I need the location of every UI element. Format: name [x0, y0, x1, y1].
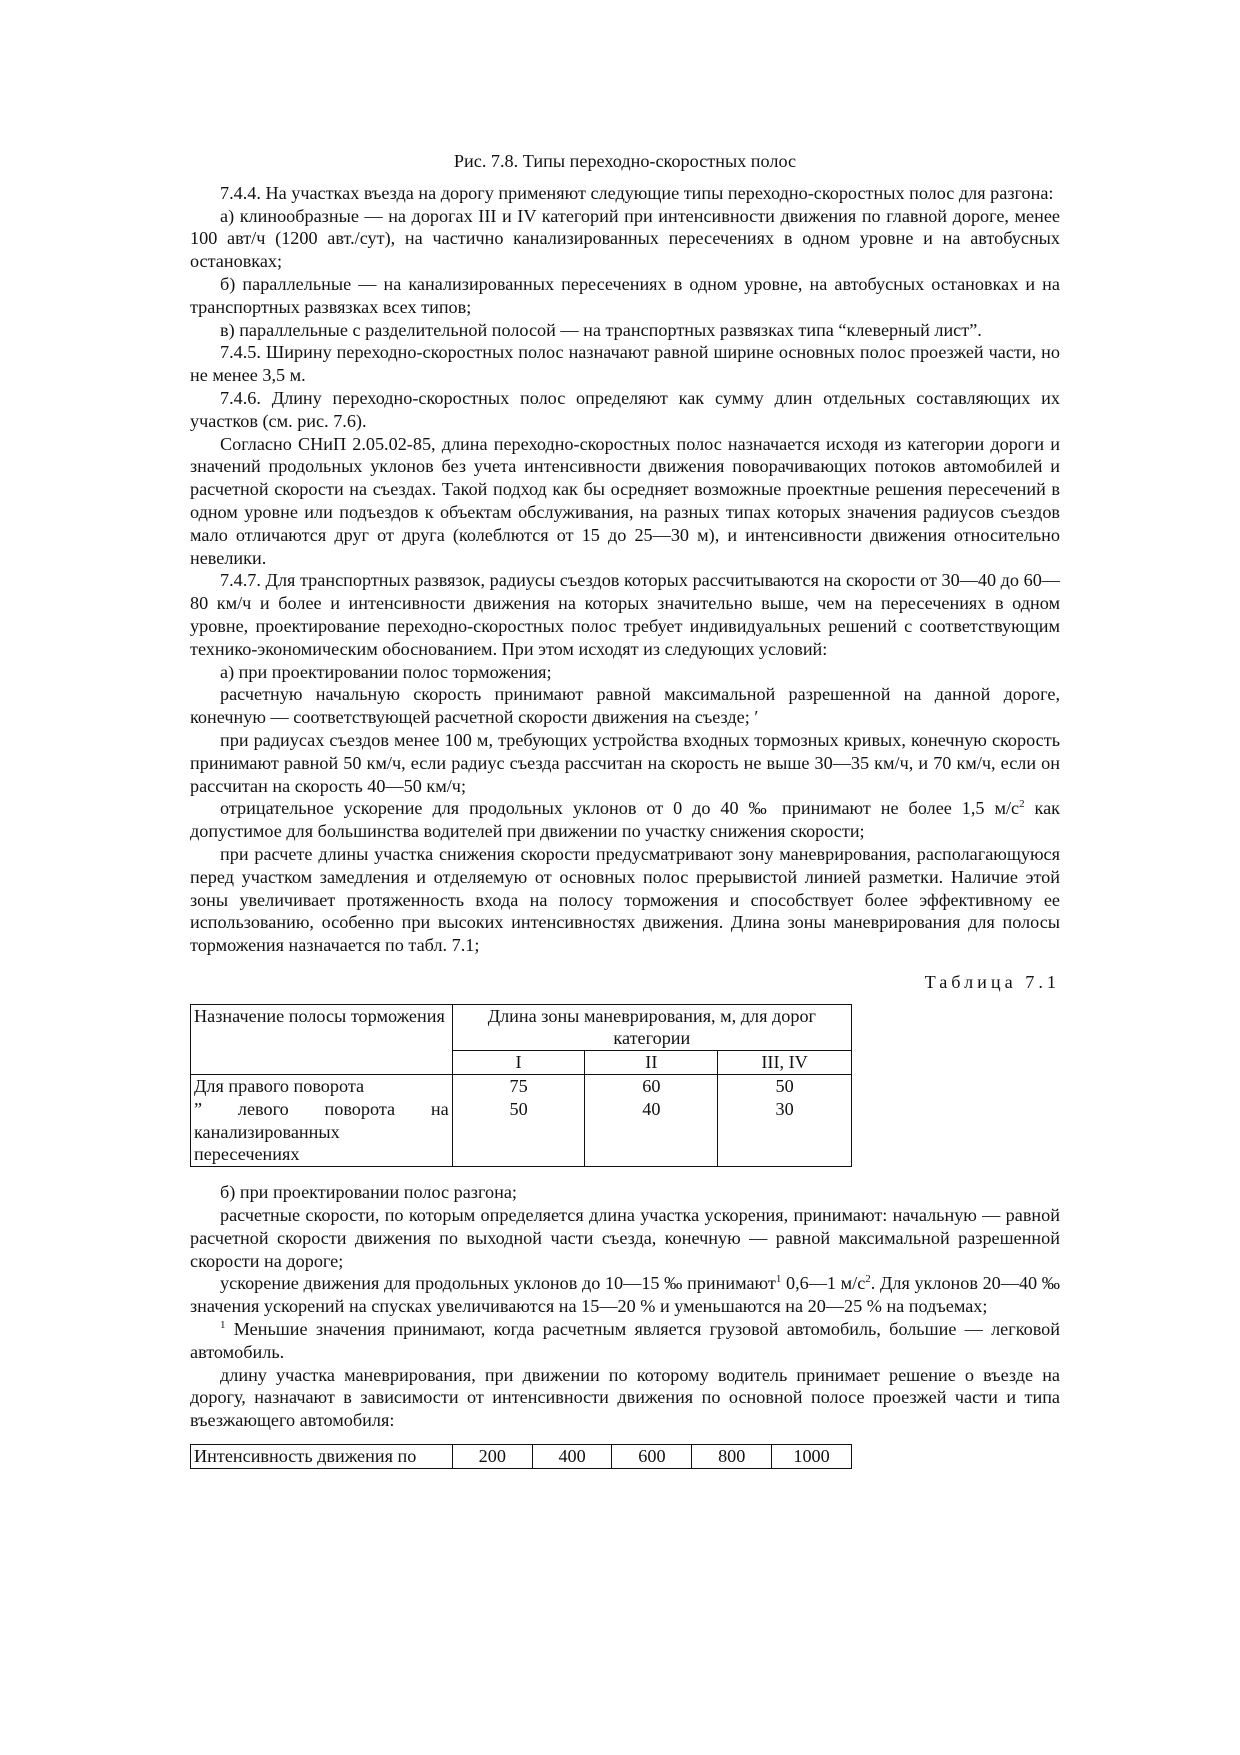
table-row [191, 1445, 852, 1469]
table-header-cell: Назначение полосы торможения [191, 1004, 453, 1074]
paragraph: б) параллельные — на канализированных пересечениях в одном уровне, на автобусных остановках и на транспортных развязках всех типов; [190, 273, 1060, 317]
text-run: ускорение движения для продольных уклонов до 10—15 ‰ принимают [220, 1273, 776, 1294]
paragraph: 7.4.4. На участках въезда на дорогу применяют следующие типы переходно-скоростных полос для разгона: [220, 182, 1054, 203]
paragraph-negative-acceleration [190, 797, 1060, 843]
table-cell: 400 [532, 1445, 612, 1469]
superscript: 1 [775, 1273, 782, 1286]
paragraph: расчетную начальную скорость принимают равной максимальной разрешенной на данной дороге, конечную — соответствующей расчетной скорости движения на съезде; ′ [190, 684, 1060, 728]
text-run: . Для уклонов 20—40 ‰ значения ускорений на спусках увеличиваются на 15—20 % и уменьшаются на 20—25 % на подъемах; [190, 1273, 1060, 1317]
paragraph: расчетные скорости, по которым определяется длина участка ускорения, принимают: начальную — равной расчетной скорости движения по выходной части съезда, конечную — равной максимальной разрешенной скорости на дороге; [190, 1205, 1060, 1271]
cell-value: 50 [509, 1098, 528, 1119]
table-label: Таблица 7.1 [924, 971, 1060, 992]
paragraph: длину участка маневрирования, при движении по которому водитель принимает решение о въезде на дорогу, назначают в зависимости от интенсивности движения по основной полосе проезжей части и типа въезжающего автомобиля: [190, 1364, 1060, 1431]
table-cell: Интенсивность движения по [191, 1445, 453, 1469]
table-cell: 800 [692, 1445, 772, 1469]
paragraph: б) при проектировании полос разгона; [220, 1182, 517, 1203]
table-cell [191, 1075, 453, 1167]
row-label: ” левого поворота на канализированных пересечениях [194, 1098, 449, 1165]
document-page [190, 150, 1060, 1469]
table-cell [585, 1075, 718, 1167]
text-run: отрицательное ускорение для продольных уклонов от 0 до 40 ‰ принимают не более 1,5 м/с [220, 798, 1020, 819]
paragraph: 7.4.7. Для транспортных развязок, радиусы съездов которых рассчитываются на скорости от 30—40 до 60—80 км/ч и более и интенсивности движения на которых значительно выше, чем на пересечениях в одном уровне, проектирование переходно-скоростных полос требует индивидуальных решений с соответствующим технико-экономическим обоснованием. При этом исходят из следующих условий: [190, 570, 1060, 659]
table-intensity [190, 1444, 852, 1469]
paragraph: 7.4.6. Длину переходно-скоростных полос определяют как сумму длин отдельных составляющих их участков (см. рис. 7.6). [190, 387, 1060, 431]
table-header-cell: I [452, 1051, 585, 1075]
cell-value: 40 [642, 1098, 661, 1119]
cell-value: 30 [775, 1098, 794, 1119]
table-row [191, 1075, 852, 1167]
paragraph-acceleration [190, 1272, 1060, 1318]
table-header-cell: Длина зоны маневрирования, м, для дорог категории [452, 1004, 851, 1051]
text-run: как допустимое для большинства водителей при движении по участку снижения скорости; [190, 798, 1060, 842]
footnote-marker: 1 [220, 1319, 226, 1332]
table-header-cell: III, IV [718, 1051, 852, 1075]
cell-value: 75 [509, 1076, 528, 1097]
table-cell: 600 [612, 1445, 692, 1469]
cell-value: 60 [642, 1076, 661, 1097]
table-cell [452, 1075, 585, 1167]
paragraph: а) клинообразные — на дорогах III и IV категорий при интенсивности движения по главной дороге, менее 100 авт/ч (1200 авт./сут), на частично канализированных пересечениях в одном уровне и на автобусных остановках; [190, 205, 1060, 272]
footnote-text: Меньшие значения принимают, когда расчетным является грузовой автомобиль, большие — легковой автомобиль. [190, 1319, 1060, 1362]
text-run: 0,6—1 м/с [781, 1273, 866, 1294]
paragraph: Согласно СНиП 2.05.02-85, длина переходно-скоростных полос назначается исходя из категории дороги и значений продольных уклонов без учета интенсивности движения поворачивающих потоков автомобилей и расчетной скорости на съездах. Такой подход как бы осредняет возможные проектные решения пересечений в одном уровне или подъездов к объектам обслуживания, на разных типах которых значения радиусов съездов мало отличаются друг от друга (колеблются от 15 до 25—30 м), и интенсивности движения относительно невелики. [190, 433, 1060, 568]
paragraph: при расчете длины участка снижения скорости предусматривают зону маневрирования, располагающуюся перед участком замедления и отделяемую от основных полос прерывистой линией разметки. Наличие этой зоны увеличивает протяженность входа на полосу торможения и способствует более эффективному ее использованию, особенно при высоких интенсивностях движения. Длина зоны маневрирования для полосы торможения назначается по табл. 7.1; [190, 843, 1060, 956]
table-cell: 200 [452, 1445, 532, 1469]
footnote [190, 1318, 1060, 1364]
figure-caption: Рис. 7.8. Типы переходно-скоростных полос [453, 151, 797, 171]
table-cell: 1000 [772, 1445, 852, 1469]
table-header-cell: II [585, 1051, 718, 1075]
paragraph: 7.4.5. Ширину переходно-скоростных полос назначают равной ширине основных полос проезжей части, но не менее 3,5 м. [190, 342, 1060, 386]
paragraph: а) при проектировании полос торможения; [220, 661, 552, 682]
paragraph: в) параллельные с разделительной полосой — на транспортных развязках типа “клеверный лист”. [220, 319, 982, 340]
table-cell [718, 1075, 852, 1167]
superscript: 2 [1019, 798, 1025, 811]
table-maneuver-zone [190, 1004, 852, 1168]
cell-value: 50 [775, 1076, 794, 1097]
superscript: 2 [865, 1273, 871, 1286]
row-label: Для правого поворота [194, 1076, 365, 1097]
paragraph: при радиусах съездов менее 100 м, требующих устройства входных тормозных кривых, конечную скорость принимают равной 50 км/ч, если радиус съезда рассчитан на скорость не выше 30—35 км/ч, и 70 км/ч, если он рассчитан на скорость 40—50 км/ч; [190, 729, 1060, 796]
